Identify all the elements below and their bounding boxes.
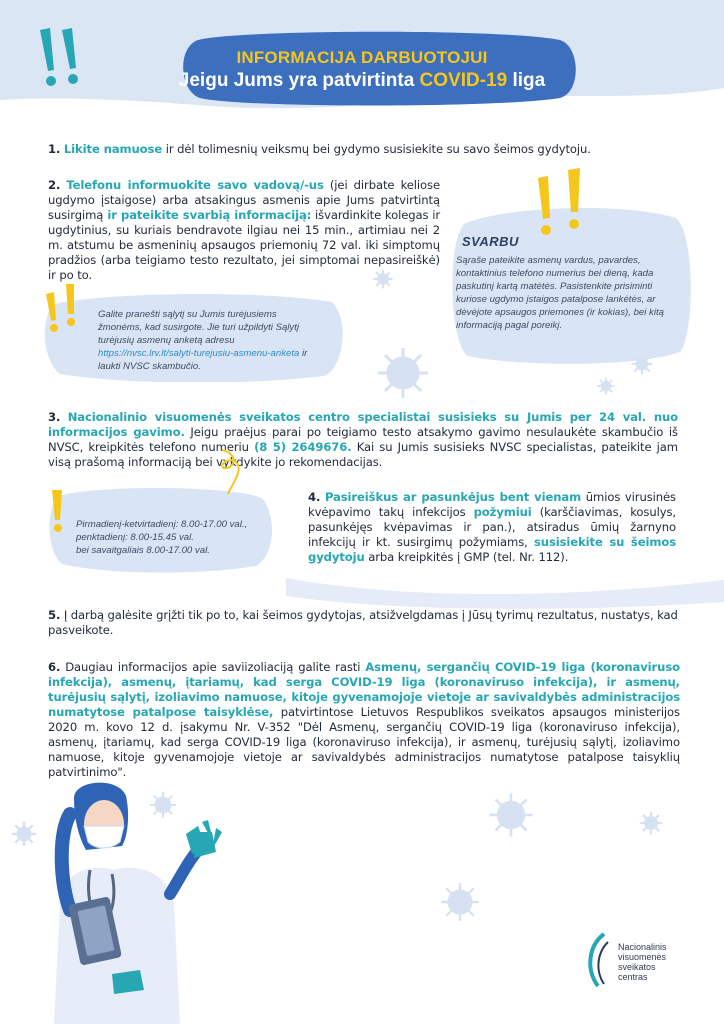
nvsc-logo-text: Nacionalinis visuomenės sveikatos centras — [618, 942, 667, 982]
nvsc-logo-icon — [582, 932, 612, 988]
virus-icon — [438, 880, 482, 924]
survey-link[interactable]: https://nvsc.lrv.lt/salyti-turejusiu-asmenu-anketa — [98, 348, 300, 359]
exclamation-icon — [528, 166, 588, 242]
virus-icon — [372, 268, 394, 290]
nurse-illustration — [30, 774, 242, 1024]
item-6: 6. Daugiau informacijos apie saviizoliaciją galite rasti Asmenų, sergančių COVID-19 liga (koronaviruso infekcija), asmenų, įtariamų, kad serga COVID-19 liga (koronaviruso infekcija), ir asmenų, turėjusių sąlytį, izoliavimo namuose, kitoje gyvenamojoje vietoje ar savivaldybės administracijos numatytose patalpose taisyklėse, patvirtintose Lietuvos Respublikos sveikatos apsaugos ministerijos 2020 m. kovo 12 d. įsakymu Nr. V-352 "Dėl Asmenų, sergančių COVID-19 liga (koronaviruso infekcija), asmenų, įtariamų, kad serga COVID-19 liga (koronaviruso infekcija), ir asmenų, turėjusių sąlytį, izoliavimo namuose, kitoje gyvenamojoje vietoje ar savivaldybės administracijos numatytose patalpose taisyklių patvirtinimo". — [48, 660, 680, 779]
virus-icon — [638, 810, 664, 836]
header-title: INFORMACIJA DARBUOTOJUI — [236, 48, 488, 67]
item-5: 5. Į darbą galėsite grįžti tik po to, kai šeimos gydytojas, atsižvelgdamas į Jūsų tyrimų rezultatus, nustatys, kad pasveikote. — [48, 608, 678, 637]
exclamation-icon — [40, 282, 84, 336]
item-2: 2. Telefonu informuokite savo vadovą/-us (jei dirbate keliose ugdymo įstaigose) arba atsakingus asmenis apie Jums patvirtintą susirgimą ir pateikite svarbią informaciją: išvardinkite kolegas ir ugdytinius, su kuriais bendravote ilgiau nei 15 min., artimiau nei 2 m. atstumu be asmeninių apsaugos priemonių 72 val. iki simptomų pradžios (arba teigiamo testo rezultato, jei simptomai nepasireiškė) ir po to. — [48, 178, 441, 282]
working-hours: Pirmadienį-ketvirtadienį: 8.00-17.00 val., penktadienį: 8.00-15.45 val. bei savaitgaliais 8.00-17.00 val. — [76, 519, 248, 556]
page-header — [150, 48, 574, 92]
exclamation-icon — [36, 26, 86, 96]
curl-decoration — [214, 448, 254, 498]
phone-number: (8 5) 2649676. — [254, 440, 352, 454]
exclamation-icon — [44, 486, 78, 538]
virus-icon — [596, 376, 616, 396]
virus-icon — [486, 790, 536, 840]
item-3: 3. Nacionalinio visuomenės sveikatos centro specialistai susisieks su Jumis per 24 val. nuo informacijos gavimo. Jeigu praėjus parai po teigiamo testo atsakymo gavimo nesulaukėte skambučio iš NVSC, kreipkitės telefono numeriu (8 5) 2649676. Kai su Jumis susisieks NVSC specialistas, pateikite jam visą prašomą informaciją bei vykdykite jo rekomendacijas. — [48, 410, 678, 469]
header-subtitle: Jeigu Jums yra patvirtinta COVID-19 liga — [178, 70, 546, 91]
virus-icon — [630, 352, 654, 376]
item-4: 4. Pasireiškus ar pasunkėjus bent vienam ūmios virusinės kvėpavimo takų infekcijos požymiui (karščiavimas, kosulys, pasunkėjęs kvėpavimas ir pan.), atsiradus ūmių žarnyno infekcijų ir kt. susirgimų požymiams, susisiekite su šeimos gydytoju arba kreipkitės į GMP (tel. Nr. 112). — [308, 490, 676, 564]
item-1: 1. Likite namuose ir dėl tolimesnių veiksmų bei gydymo susisiekite su savo šeimos gydytoju. — [48, 142, 591, 156]
svarbu-text: Sąraše pateikite asmenų vardus, pavardes, kontaktinius telefono numerius bei dieną, kada paskutinį kartą matėtės. Pasistenkite prisiminti kuriose ugdymo įstaigos patalpose lankėtės, ar dėvėjote apsaugos priemones (ir kokias), bei kitą informaciją pagal poreikį. — [456, 255, 664, 331]
virus-icon — [374, 344, 432, 402]
svarbu-title: SVARBU — [462, 234, 519, 249]
note-contact-info: Galite pranešti sąlytį su Jumis turėjusiems žmonėms, kad susirgote. Jie turi užpildyti Sąlytį turėjusių asmenų anketą adresu https://nvsc.lrv.lt/salyti-turejusiu-asmenu-anketa ir laukti NVSC skambučio. — [98, 309, 308, 372]
